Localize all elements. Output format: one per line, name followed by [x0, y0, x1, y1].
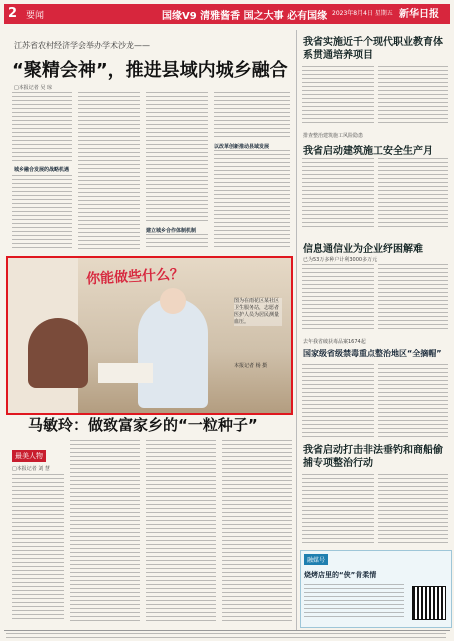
feature-column-badge: 最美人物	[12, 450, 46, 462]
right2-text-a	[302, 158, 374, 230]
lead-text-col3b	[146, 234, 208, 250]
section-name: 要闻	[26, 11, 45, 21]
feature-headline: 马敏玲：做致富家乡的“一粒种子”	[28, 416, 258, 434]
footer-rule	[4, 630, 450, 631]
right4-kicker: 去年我省破获毒品案1674起	[303, 339, 366, 345]
lead-subhead-2: 建立城乡合作体制机制	[146, 228, 197, 234]
promo-text	[304, 584, 404, 620]
lead-subhead-1: 城乡融合发展的战略机遇	[14, 167, 70, 173]
photo-caption: 图为在雨花区某社区卫生服务站，志愿者医护人员为居民测量血压。	[234, 298, 282, 326]
lead-text-col4b	[214, 150, 290, 250]
photo-table	[98, 363, 153, 383]
feature-text-col3	[146, 440, 216, 622]
photo-credit: 本报记者 杨 摄	[234, 363, 268, 369]
photo-patient	[28, 318, 88, 388]
feature-text-col4	[222, 440, 292, 622]
column-divider	[296, 30, 297, 630]
right4-text-b	[378, 364, 448, 438]
issue-date: 2023年8月4日 星期五	[332, 10, 393, 17]
right3-text-b	[378, 264, 448, 330]
lead-headline: “聚精会神”，推进县域内城乡融合	[12, 60, 288, 81]
right2-headline: 我省启动建筑施工安全生产月	[303, 146, 433, 157]
right3-headline: 信息通信业为企业纾困解难	[303, 244, 423, 255]
right1-text-b	[378, 66, 448, 124]
news-photo	[6, 256, 293, 415]
feature-text-col1	[12, 474, 64, 622]
lead-text-col4a	[214, 92, 290, 140]
right3-text-a	[302, 264, 374, 330]
photo-nurse-head	[160, 288, 186, 314]
feature-byline: □本报记者 刘 慧	[12, 466, 50, 472]
photo-banner: 你能做些什么？	[85, 266, 185, 288]
promo-label: 融媒号	[304, 554, 328, 565]
lead-kicker: 江苏省农村经济学会举办学术沙龙——	[14, 41, 150, 50]
lead-text-col1a	[12, 92, 72, 164]
right5-text-b	[378, 474, 448, 544]
right2-kicker: 排查整治建筑施工风险隐患	[303, 133, 364, 139]
lead-subhead-3: 以改革创新推动县域发展	[214, 144, 270, 150]
ad-slogan: 国缘V9 清雅酱香 国之大事 必有国缘	[162, 11, 328, 22]
right1-text-a	[302, 66, 374, 124]
lead-text-col2	[78, 92, 140, 250]
promo-kicker: 烧烤店里的“侠”肯柔情	[304, 571, 377, 579]
lead-text-col1b	[12, 175, 72, 250]
photo-nurse	[138, 298, 208, 408]
paper-logo: 新华日报	[399, 9, 439, 20]
right5-text-a	[302, 474, 374, 544]
footer-text	[6, 633, 446, 638]
right5-headline: 我省启动打击非法垂钓和商船偷捕专项整治行动	[303, 445, 443, 469]
right4-text-a	[302, 364, 374, 438]
page-number: 2	[8, 6, 18, 21]
qr-code	[412, 586, 446, 620]
right4-headline: 国家级省级禁毒重点整治地区“全摘帽”	[303, 349, 442, 358]
right3-sub: 已为53万多种户计利3000多万元	[303, 257, 378, 263]
lead-byline: □本报记者 吴 琼	[14, 85, 52, 91]
feature-text-col2	[70, 440, 140, 622]
lead-text-col3	[146, 92, 208, 224]
right1-headline: 我省实施近千个现代职业教育体系贯通培养项目	[303, 37, 443, 61]
right2-text-b	[378, 158, 448, 230]
